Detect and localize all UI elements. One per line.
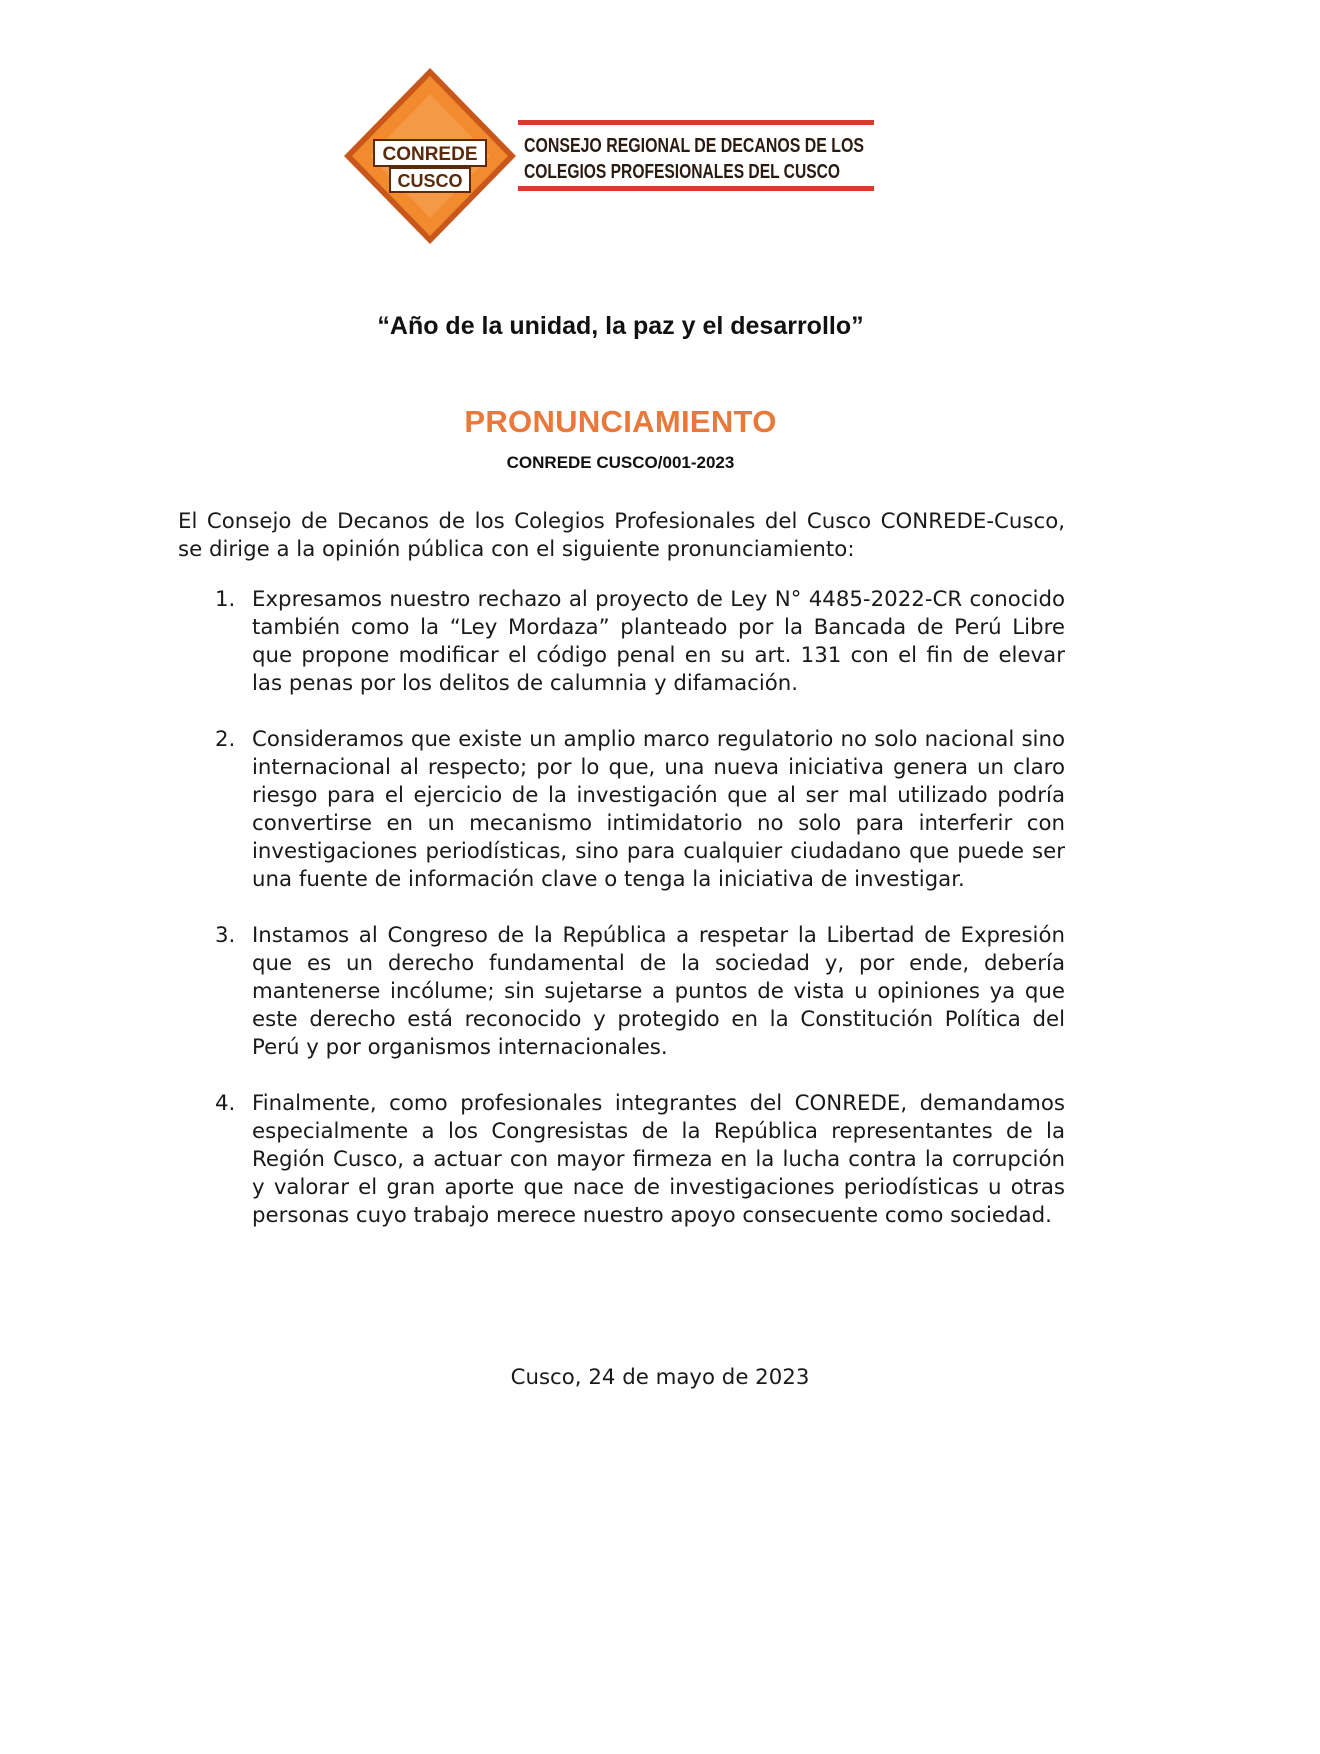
logo-badge-line2: CUSCO [397,171,463,191]
logo-name-line1: CONSEJO REGIONAL DE DECANOS DE LOS [524,135,864,157]
document-title: PRONUNCIAMIENTO [464,404,777,439]
conrede-logo [338,64,874,249]
point-number: 1. [215,587,236,612]
point-item [178,1090,1065,1230]
logo-badge-line1: CONREDE [382,144,478,165]
points-list [178,586,1065,1258]
logo-name-line2: COLEGIOS PROFESIONALES DEL CUSCO [524,161,840,183]
point-number: 4. [215,1091,236,1116]
point-item [178,586,1065,698]
intro-paragraph: El Consejo de Decanos de los Colegios Profesionales del Cusco CONREDE-Cusco, se dirige a la opinión pública con el siguiente pronunciamiento: [178,509,1065,562]
point-text: Instamos al Congreso de la República a respetar la Libertad de Expresión que es un derecho fundamental de la sociedad y, por ende, debería mantenerse incólume; sin sujetarse a puntos de vista u opiniones ya que este derecho está reconocido y protegido en la Constitución Política del Perú y por organismos internacionales. [252,923,1065,1060]
point-text: Consideramos que existe un amplio marco regulatorio no solo nacional sino internacional al respecto; por lo que, una nueva iniciativa genera un claro riesgo para el ejercicio de la investigación que al ser mal utilizado podría convertirse en un mecanismo intimidatorio no solo para interferir con investigaciones periodísticas, sino para cualquier ciudadano que puede ser una fuente de información clave o tenga la iniciativa de investigar. [252,727,1065,892]
year-motto: “Año de la unidad, la paz y el desarrollo” [377,312,864,340]
document-code: CONREDE CUSCO/001-2023 [506,453,735,472]
point-number: 3. [215,923,236,948]
point-number: 2. [215,727,236,752]
point-text: Finalmente, como profesionales integrantes del CONREDE, demandamos especialmente a los Congresistas de la República representantes de la Región Cusco, a actuar con mayor firmeza en la lucha contra la corrupción y valorar el gran aporte que nace de investigaciones periodísticas u otras personas cuyo trabajo merece nuestro apoyo consecuente como sociedad. [252,1091,1065,1228]
place-and-date: Cusco, 24 de mayo de 2023 [510,1365,810,1390]
point-item [178,726,1065,894]
point-text: Expresamos nuestro rechazo al proyecto de Ley N° 4485-2022-CR conocido también como la “Ley Mordaza” planteado por la Bancada de Perú Libre que propone modificar el código penal en su art. 131 con el fin de elevar las penas por los delitos de calumnia y difamación. [252,587,1065,696]
point-item [178,922,1065,1062]
